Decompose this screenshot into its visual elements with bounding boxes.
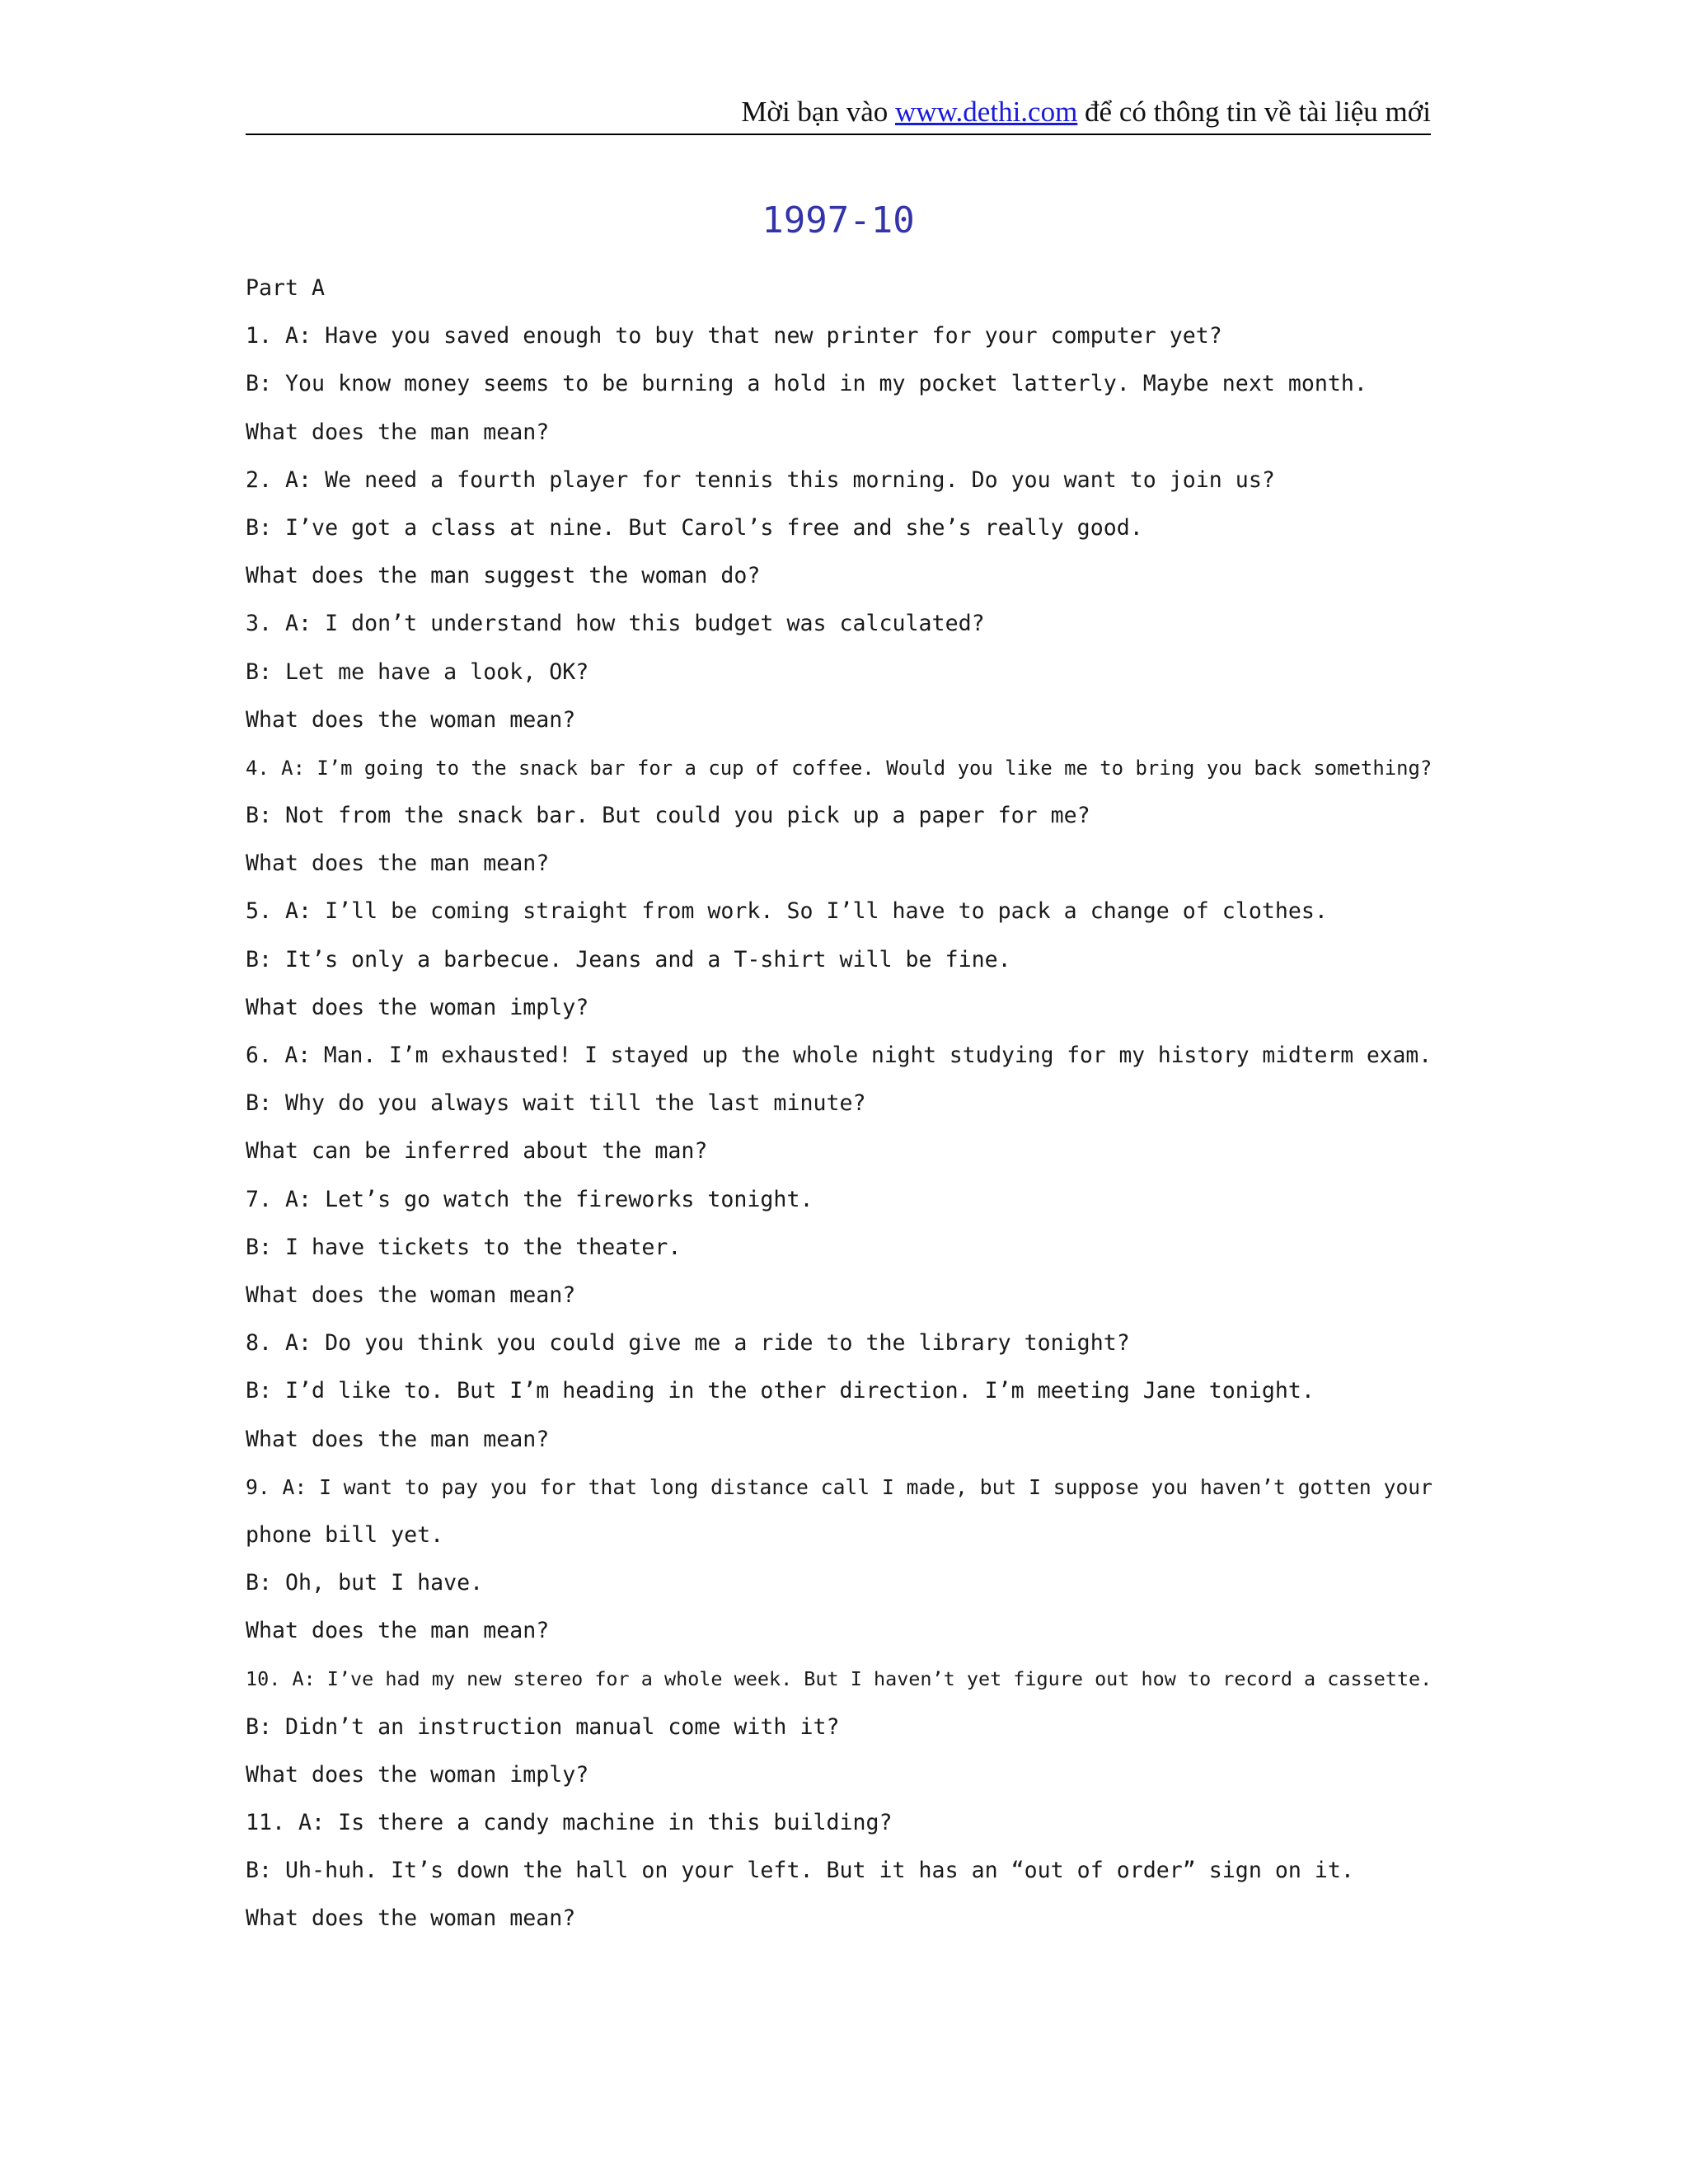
q2-question: What does the man suggest the woman do? (246, 563, 761, 589)
q5-speaker-b: B: It’s only a barbecue. Jeans and a T-shirt will be fine. (246, 946, 1011, 972)
header-link[interactable]: www.dethi.com (895, 96, 1078, 128)
q10-speaker-b: B: Didn’t an instruction manual come with it? (246, 1713, 840, 1740)
q3-speaker-b: B: Let me have a look, OK? (246, 658, 589, 685)
q2-speaker-a: 2. A: We need a fourth player for tennis this morning. Do you want to join us? (246, 466, 1275, 493)
header-text-before: Mời bạn vào (741, 96, 895, 128)
q10-speaker-a: 10. A: I’ve had my new stereo for a whole week. But I haven’t yet figure out how to record a cassette. (246, 1667, 1432, 1691)
q9-speaker-b: B: Oh, but I have. (246, 1570, 484, 1596)
document-body (246, 269, 1432, 1947)
q1-question: What does the man mean? (246, 419, 550, 445)
q2-speaker-b: B: I’ve got a class at nine. But Carol’s free and she’s really good. (246, 514, 1143, 541)
q1-speaker-a: 1. A: Have you saved enough to buy that new printer for your computer yet? (246, 323, 1222, 349)
q11-speaker-a: 11. A: Is there a candy machine in this building? (246, 1810, 893, 1835)
page-header (246, 92, 1431, 135)
q4-speaker-a: 4. A: I’m going to the snack bar for a cup of coffee. Would you like me to bring you back something? (246, 756, 1432, 780)
section-heading: Part A (246, 275, 326, 301)
header-text-after: để có thông tin về tài liệu mới (1077, 96, 1431, 128)
q8-speaker-a: 8. A: Do you think you could give me a ride to the library tonight? (246, 1330, 1130, 1357)
q11-question: What does the woman mean? (246, 1905, 576, 1932)
q8-question: What does the man mean? (246, 1426, 550, 1452)
q8-speaker-b: B: I’d like to. But I’m heading in the other direction. I’m meeting Jane tonight. (246, 1378, 1315, 1404)
q9-speaker-a-continued: phone bill yet. (246, 1521, 444, 1548)
q11-speaker-b: B: Uh-huh. It’s down the hall on your left. But it has an “out of order” sign on it. (246, 1858, 1354, 1884)
q7-speaker-a: 7. A: Let’s go watch the fireworks tonight. (246, 1186, 814, 1212)
q5-speaker-a: 5. A: I’ll be coming straight from work. So I’ll have to pack a change of clothes. (246, 898, 1328, 925)
q10-question: What does the woman imply? (246, 1761, 589, 1788)
q7-question: What does the woman mean? (246, 1282, 576, 1308)
document-title: 1997-10 (762, 199, 915, 241)
q6-speaker-a: 6. A: Man. I’m exhausted! I stayed up the whole night studying for my history midterm exam. (246, 1043, 1432, 1068)
q1-speaker-b: B: You know money seems to be burning a hold in my pocket latterly. Maybe next month. (246, 371, 1367, 397)
q6-question: What can be inferred about the man? (246, 1138, 708, 1165)
q4-question: What does the man mean? (246, 851, 550, 877)
q7-speaker-b: B: I have tickets to the theater. (246, 1234, 682, 1260)
q9-speaker-a: 9. A: I want to pay you for that long distance call I made, but I suppose you haven’t gotten your (246, 1474, 1432, 1499)
q3-question: What does the woman mean? (246, 706, 576, 733)
q5-question: What does the woman imply? (246, 994, 589, 1020)
q3-speaker-a: 3. A: I don’t understand how this budget was calculated? (246, 611, 985, 637)
q4-speaker-b: B: Not from the snack bar. But could you pick up a paper for me? (246, 803, 1090, 829)
q6-speaker-b: B: Why do you always wait till the last minute? (246, 1090, 866, 1117)
q9-question: What does the man mean? (246, 1618, 550, 1644)
